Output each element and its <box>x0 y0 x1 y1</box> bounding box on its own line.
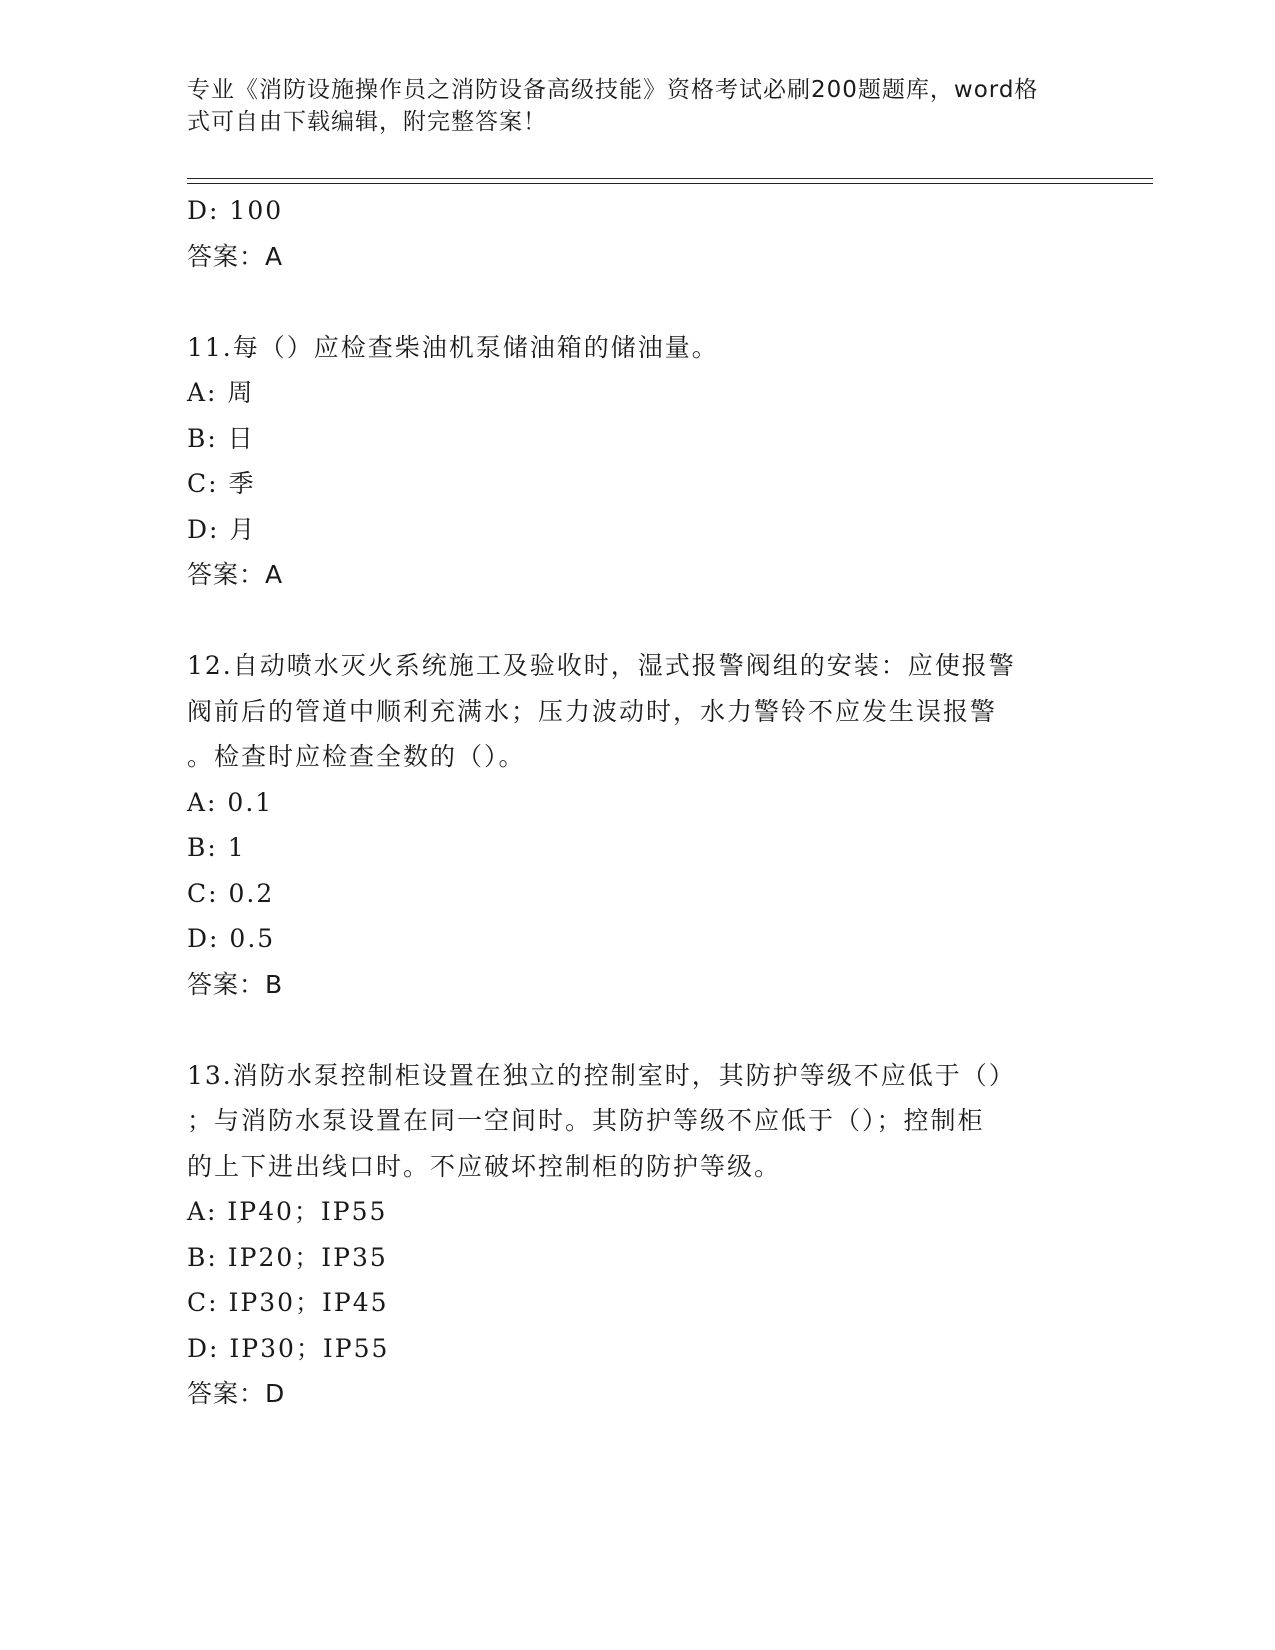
question-stem: 11.每（）应检查柴油机泵储油箱的储油量。 <box>187 332 719 362</box>
question-stem-line-1: 12.自动喷水灭火系统施工及验收时，湿式报警阀组的安装：应使报警 <box>187 651 1016 680</box>
option-a: A: IP40；IP55 <box>187 1197 388 1226</box>
spacer <box>187 279 1087 325</box>
answer: 答案：B <box>187 969 284 999</box>
header-line-1: 专业《消防设施操作员之消防设备高级技能》资格考试必刷200题题库，word格 <box>187 77 1039 103</box>
answer: 答案：D <box>187 1379 286 1408</box>
question-stem-line-3: 。检查时应检查全数的（）。 <box>187 742 526 771</box>
option-a: A: 0.1 <box>187 787 274 817</box>
spacer <box>187 598 1087 644</box>
option-b: B: 日 <box>187 423 255 453</box>
question-stem-line-2: 阀前后的管道中顺利充满水；压力波动时，水力警铃不应发生误报警 <box>187 696 998 726</box>
option-a: A: 周 <box>187 378 255 407</box>
option-b: B: 1 <box>187 833 246 862</box>
header-divider-top <box>187 178 1153 179</box>
option-d: D: IP30；IP55 <box>187 1333 390 1363</box>
header-divider-bottom <box>187 183 1153 184</box>
answer: 答案：A <box>187 560 284 589</box>
option-c: C: IP30；IP45 <box>187 1288 389 1317</box>
question-13 <box>187 1053 1087 1417</box>
question-10-tail <box>187 188 1087 279</box>
option-d: D: 0.5 <box>187 924 276 953</box>
question-stem-line-1: 13.消防水泵控制柜设置在独立的控制室时，其防护等级不应低于（） <box>187 1060 1016 1090</box>
option-b: B: IP20；IP35 <box>187 1242 388 1272</box>
answer: 答案：A <box>187 241 284 271</box>
question-stem-line-3: 的上下进出线口时。不应破坏控制柜的防护等级。 <box>187 1151 782 1181</box>
question-11 <box>187 325 1087 598</box>
option-c: C: 季 <box>187 469 256 498</box>
option-c: C: 0.2 <box>187 878 275 908</box>
document-header <box>187 74 1067 138</box>
option-d: D: 月 <box>187 514 257 544</box>
option-d: D: 100 <box>187 196 284 225</box>
question-list <box>187 188 1087 1417</box>
header-line-2: 式可自由下载编辑，附完整答案！ <box>187 109 547 135</box>
spacer <box>187 1007 1087 1053</box>
question-12 <box>187 643 1087 1007</box>
question-stem-line-2: ；与消防水泵设置在同一空间时。其防护等级不应低于（）；控制柜 <box>187 1106 985 1135</box>
